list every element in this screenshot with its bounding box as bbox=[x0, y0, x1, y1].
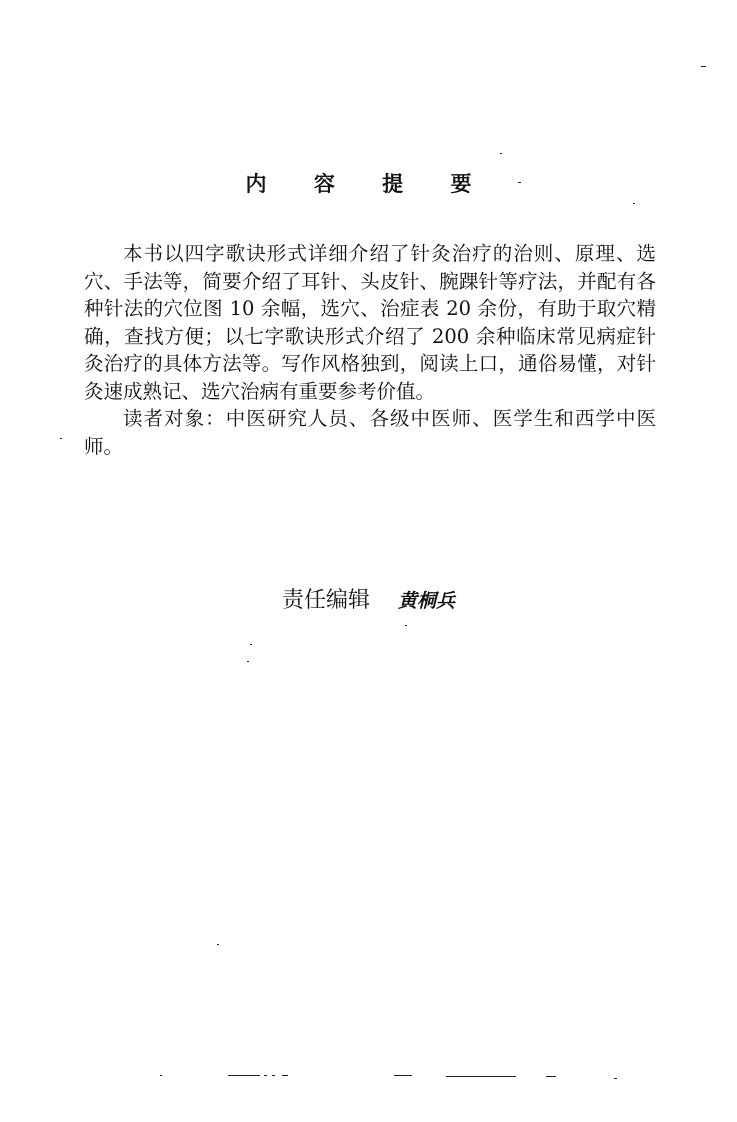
scan-speck bbox=[405, 625, 407, 626]
scan-speck bbox=[633, 203, 635, 204]
summary-paragraph: 本书以四字歌诀形式详细介绍了针灸治疗的治则、原理、选穴、手法等，简要介绍了耳针、头皮针、腕踝针等疗法，并配有各种针法的穴位图 10 余幅，选穴、治症表 20 余份，有助于取穴精确，查找方便；以七字歌诀形式介绍了 200 余种临床常见病症针灸治疗的具体方法等。写作风格独到，阅读上口，通俗易懂，对针灸速成熟记、选穴治病有重要参考价值。 bbox=[84, 242, 656, 403]
scan-speck bbox=[247, 661, 249, 662]
editor-name: 黄桐兵 bbox=[398, 590, 456, 612]
editor-credit bbox=[0, 583, 737, 614]
scan-speck bbox=[60, 438, 62, 439]
scan-bottom-marks bbox=[0, 1075, 737, 1081]
audience-paragraph: 读者对象：中医研究人员、各级中医师、医学生和西学中医师。 bbox=[84, 407, 656, 458]
summary-body bbox=[84, 240, 656, 460]
scan-speck bbox=[518, 182, 521, 183]
page-title: 内 容 提 要 bbox=[245, 172, 492, 196]
scan-speck bbox=[500, 153, 502, 154]
scan-speck bbox=[250, 644, 252, 645]
editor-label: 责任编辑 bbox=[281, 588, 370, 613]
scan-speck bbox=[701, 66, 706, 67]
scan-speck bbox=[217, 944, 219, 945]
